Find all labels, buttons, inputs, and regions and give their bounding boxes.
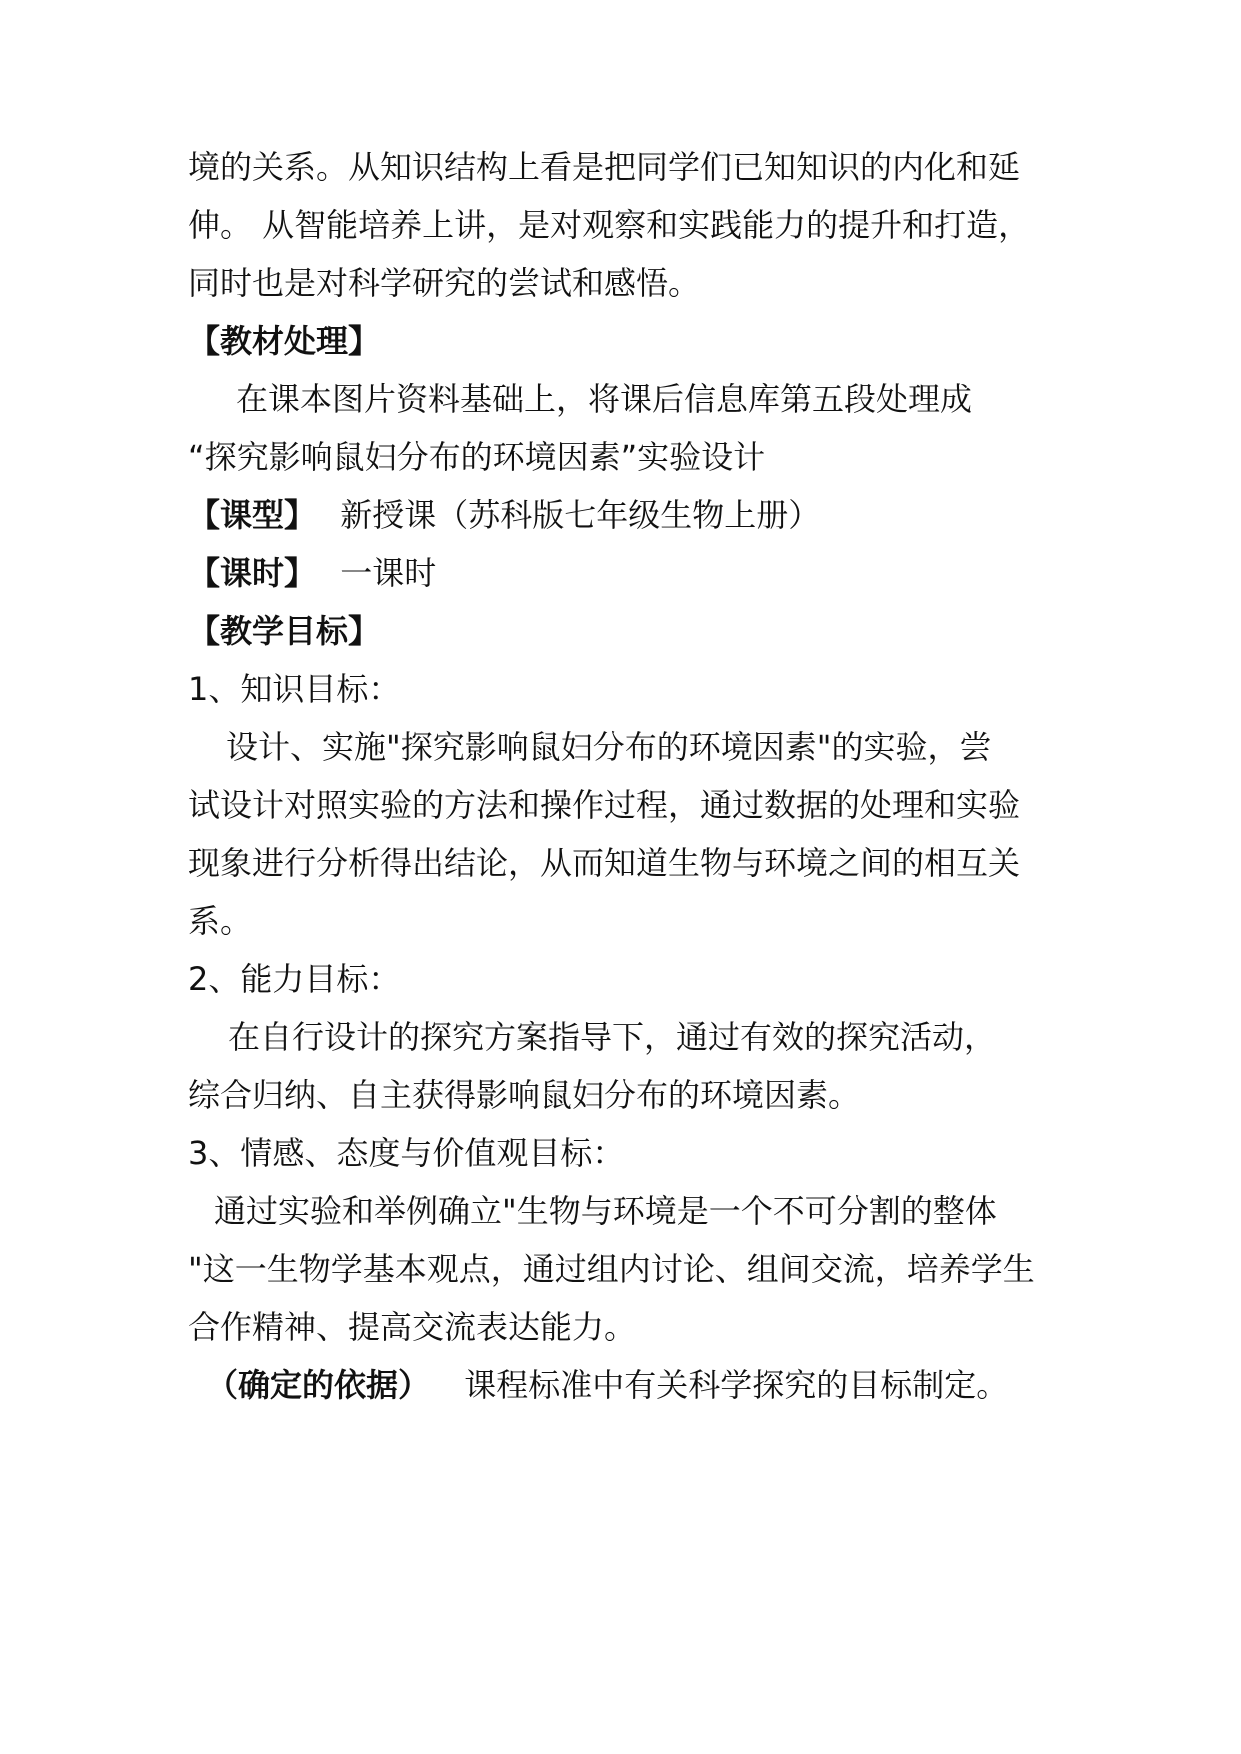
lesson-type-label: 【课型】 (188, 496, 317, 534)
paragraph-line: 在课本图片资料基础上，将课后信息库第五段处理成 (236, 380, 973, 418)
paragraph-line: 伸。 从智能培养上讲，是对观察和实践能力的提升和打造， (188, 206, 1031, 244)
goal2-title: 2、能力目标： (188, 960, 401, 998)
basis-row (206, 1363, 1086, 1407)
lesson-type-value: 新授课（苏科版七年级生物上册） (340, 496, 821, 534)
paragraph-line: 境的关系。从知识结构上看是把同学们已知知识的内化和延 (188, 148, 1021, 186)
paragraph-line: 在自行设计的探究方案指导下，通过有效的探究活动， (228, 1018, 997, 1056)
goal3-title: 3、情感、态度与价值观目标： (188, 1134, 625, 1172)
lesson-time-label: 【课时】 (188, 554, 317, 592)
paragraph-line: 综合归纳、自主获得影响鼠妇分布的环境因素。 (188, 1076, 861, 1114)
lesson-time-value: 一课时 (340, 554, 437, 592)
goal1-title: 1、知识目标： (188, 670, 401, 708)
paragraph-line: “探究影响鼠妇分布的环境因素”实验设计 (188, 438, 766, 476)
paragraph-line: "这一生物学基本观点，通过组内讨论、组间交流，培养学生 (188, 1250, 1035, 1288)
lesson-type-row (188, 493, 1068, 537)
paragraph-line: 同时也是对科学研究的尝试和感悟。 (188, 264, 701, 302)
material-heading: 【教材处理】 (188, 322, 381, 360)
paragraph-line: 系。 (188, 902, 253, 940)
basis-value: 课程标准中有关科学探究的目标制定。 (464, 1366, 1009, 1404)
paragraph-line: 合作精神、提高交流表达能力。 (188, 1308, 637, 1346)
paragraph-line: 试设计对照实验的方法和操作过程，通过数据的处理和实验 (188, 786, 1021, 824)
lesson-time-row (188, 551, 1068, 595)
paragraph-line: 设计、实施"探究影响鼠妇分布的环境因素"的实验，尝 (226, 728, 992, 766)
paragraph-line: 通过实验和举例确立"生物与环境是一个不可分割的整体 (214, 1192, 997, 1230)
basis-label: （确定的依据） (206, 1366, 431, 1404)
goals-heading: 【教学目标】 (188, 612, 381, 650)
paragraph-line: 现象进行分析得出结论，从而知道生物与环境之间的相互关 (188, 844, 1021, 882)
